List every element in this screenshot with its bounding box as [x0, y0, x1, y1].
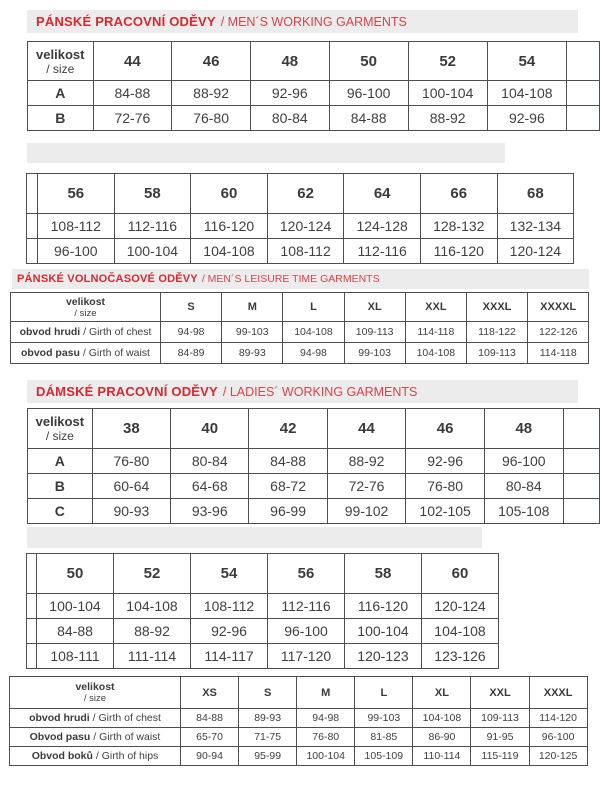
clipped-column-cell	[566, 42, 599, 81]
size-value-cell: 114-118	[528, 343, 589, 364]
row-label-cell	[10, 728, 181, 747]
size-value-cell: 96-100	[329, 81, 408, 106]
title-english: / MEN´S LEISURE TIME GARMENTS	[201, 273, 380, 285]
size-value-cell: 84-88	[329, 106, 408, 131]
size-column-header: 66	[420, 174, 497, 214]
size-value-cell: 120-124	[267, 214, 344, 239]
size-value-cell: 99-103	[344, 343, 405, 364]
size-value-cell: 120-123	[345, 644, 422, 669]
size-value-cell: 94-98	[283, 343, 344, 364]
size-column-header: S	[161, 293, 222, 322]
row-label-czech: obvod pasu	[21, 347, 80, 359]
size-value-cell: 84-88	[37, 619, 114, 644]
size-value-cell: 96-100	[484, 449, 563, 474]
size-value-cell: 123-126	[422, 644, 499, 669]
size-column-header: 56	[268, 554, 345, 594]
size-value-cell: 99-103	[355, 709, 413, 728]
size-value-cell: 112-116	[344, 239, 421, 264]
size-value-cell: 116-120	[191, 214, 268, 239]
row-label-cell: A	[28, 81, 94, 106]
size-value-cell: 111-114	[114, 644, 191, 669]
velikost-label: velikost	[65, 295, 106, 308]
row-label-czech: Obvod boků	[31, 750, 93, 762]
section-title-ladies-working	[27, 380, 578, 403]
size-table	[26, 553, 499, 669]
size-column-header: 54	[191, 554, 268, 594]
table-row	[28, 81, 600, 106]
title-czech: DÁMSKÉ PRACOVNÍ ODĚVY	[36, 384, 218, 399]
size-value-cell: 90-93	[92, 499, 170, 524]
row-label-cell	[11, 343, 161, 364]
size-value-cell: 96-100	[38, 239, 115, 264]
size-label-header-cell	[28, 42, 94, 81]
section-title-mens-leisure	[12, 269, 589, 289]
divider-band	[27, 527, 482, 548]
size-value-cell: 86-90	[413, 728, 471, 747]
size-value-cell: 80-84	[484, 474, 563, 499]
table-row	[28, 499, 600, 524]
size-value-cell: 105-108	[484, 499, 563, 524]
size-value-cell: 120-124	[422, 594, 499, 619]
clipped-column-cell	[563, 449, 599, 474]
clipped-column-cell	[563, 474, 599, 499]
size-label: / size	[83, 693, 107, 704]
clipped-column-cell	[563, 409, 599, 449]
size-value-cell: 89-93	[222, 343, 283, 364]
size-value-cell: 89-93	[239, 709, 297, 728]
size-value-cell: 109-113	[471, 709, 529, 728]
size-value-cell: 81-85	[355, 728, 413, 747]
size-column-header: XS	[181, 677, 239, 709]
size-table	[9, 676, 588, 766]
row-label-english: / Girth of waist	[79, 347, 150, 359]
size-value-cell: 76-80	[406, 474, 485, 499]
size-table	[26, 173, 574, 264]
size-value-cell: 120-124	[497, 239, 574, 264]
size-column-header: 44	[93, 42, 172, 81]
size-column-header: 52	[114, 554, 191, 594]
size-value-cell: 122-126	[528, 322, 589, 343]
size-value-cell: 100-104	[37, 594, 114, 619]
size-value-cell: 104-108	[283, 322, 344, 343]
size-column-header: L	[283, 293, 344, 322]
table-row	[10, 709, 588, 728]
size-table	[27, 408, 600, 524]
size-value-cell: 110-114	[413, 747, 471, 766]
size-value-cell: 95-99	[239, 747, 297, 766]
size-label: / size	[46, 61, 75, 76]
size-value-cell: 108-112	[267, 239, 344, 264]
size-value-cell: 80-84	[250, 106, 329, 131]
size-column-header: 58	[345, 554, 422, 594]
size-value-cell: 109-113	[466, 343, 527, 364]
size-value-cell: 92-96	[406, 449, 485, 474]
size-value-cell: 88-92	[327, 449, 406, 474]
row-label-cell	[10, 747, 181, 766]
row-label-english: / Girth of hips	[92, 750, 159, 762]
table-mens-leisure-sizes	[10, 292, 600, 364]
row-label-english: / Girth of chest	[80, 326, 152, 338]
size-value-cell: 92-96	[487, 106, 566, 131]
size-column-header: M	[222, 293, 283, 322]
table-row	[28, 449, 600, 474]
table-row	[27, 594, 499, 619]
table-row	[28, 106, 600, 131]
size-value-cell: 99-103	[222, 322, 283, 343]
size-column-header: 56	[38, 174, 115, 214]
size-value-cell: 100-104	[345, 619, 422, 644]
table-row	[10, 728, 588, 747]
table-ladies-working-sizes-50-60	[26, 553, 600, 669]
size-value-cell: 96-100	[529, 728, 587, 747]
size-label-header-cell	[27, 174, 38, 214]
title-english: / LADIES´ WORKING GARMENTS	[222, 384, 418, 399]
title-czech: PÁNSKÉ VOLNOČASOVÉ ODĚVY	[17, 273, 198, 285]
size-column-header: XXXL	[529, 677, 587, 709]
size-column-header: 50	[37, 554, 114, 594]
size-value-cell: 96-100	[268, 619, 345, 644]
clipped-column-cell	[566, 106, 599, 131]
table-ladies-working-sizes-38-48	[27, 408, 600, 524]
clipped-column-cell	[566, 81, 599, 106]
size-column-header: 68	[497, 174, 574, 214]
size-value-cell: 117-120	[268, 644, 345, 669]
size-column-header: M	[297, 677, 355, 709]
size-value-cell: 115-119	[471, 747, 529, 766]
size-value-cell: 114-117	[191, 644, 268, 669]
size-column-header: XL	[413, 677, 471, 709]
row-label-czech: obvod hrudi	[29, 712, 90, 724]
size-value-cell: 90-94	[181, 747, 239, 766]
size-value-cell: 65-70	[181, 728, 239, 747]
table-row	[27, 214, 574, 239]
size-table	[10, 292, 589, 364]
table-mens-working-sizes-44-54	[27, 41, 600, 131]
row-label-cell	[10, 709, 181, 728]
clipped-column-cell	[563, 499, 599, 524]
size-value-cell: 88-92	[172, 81, 251, 106]
size-label: / size	[45, 429, 74, 443]
size-value-cell: 60-64	[92, 474, 170, 499]
size-value-cell: 96-99	[249, 499, 327, 524]
size-value-cell: 116-120	[345, 594, 422, 619]
table-ladies-girth-sizes-xs-xxxl	[9, 676, 600, 766]
table-row	[10, 747, 588, 766]
row-label-cell	[11, 322, 161, 343]
size-value-cell: 100-104	[114, 239, 191, 264]
row-label-cell	[27, 644, 37, 669]
size-value-cell: 120-125	[529, 747, 587, 766]
size-value-cell: 104-108	[487, 81, 566, 106]
size-column-header: 52	[408, 42, 487, 81]
size-column-header: 64	[344, 174, 421, 214]
size-label: / size	[74, 307, 97, 319]
size-value-cell: 76-80	[92, 449, 170, 474]
table-mens-working-sizes-56-68	[26, 173, 600, 264]
size-value-cell: 80-84	[171, 449, 249, 474]
title-czech: PÁNSKÉ PRACOVNÍ ODĚVY	[36, 14, 216, 29]
size-value-cell: 76-80	[297, 728, 355, 747]
size-value-cell: 104-108	[405, 343, 466, 364]
row-label-cell: A	[28, 449, 93, 474]
size-value-cell: 109-113	[344, 322, 405, 343]
size-column-header: XXXXL	[528, 293, 589, 322]
table-row	[27, 619, 499, 644]
divider-band	[27, 143, 505, 163]
size-column-header: 58	[114, 174, 191, 214]
size-value-cell: 108-112	[191, 594, 268, 619]
size-value-cell: 100-104	[408, 81, 487, 106]
size-label-header-cell	[10, 677, 181, 709]
size-value-cell: 118-122	[466, 322, 527, 343]
size-value-cell: 112-116	[268, 594, 345, 619]
size-label-header-cell	[11, 293, 161, 322]
row-label-cell: B	[28, 106, 94, 131]
size-value-cell: 116-120	[420, 239, 497, 264]
size-column-header: S	[239, 677, 297, 709]
size-value-cell: 71-75	[239, 728, 297, 747]
size-column-header: XL	[344, 293, 405, 322]
size-label-header-cell	[28, 409, 93, 449]
table-row	[28, 474, 600, 499]
size-value-cell: 91-95	[471, 728, 529, 747]
section-title-mens-working	[27, 10, 578, 33]
size-value-cell: 104-108	[413, 709, 471, 728]
size-column-header: 46	[406, 409, 485, 449]
size-value-cell: 72-76	[93, 106, 172, 131]
size-value-cell: 100-104	[297, 747, 355, 766]
velikost-label: velikost	[75, 681, 115, 693]
size-value-cell: 64-68	[171, 474, 249, 499]
row-label-cell	[27, 239, 38, 264]
size-value-cell: 92-96	[191, 619, 268, 644]
size-table	[27, 41, 600, 131]
size-value-cell: 108-111	[37, 644, 114, 669]
size-value-cell: 93-96	[171, 499, 249, 524]
size-value-cell: 84-88	[181, 709, 239, 728]
velikost-label: velikost	[36, 46, 85, 62]
table-row	[11, 343, 589, 364]
size-column-header: 44	[327, 409, 406, 449]
size-column-header: XXXL	[466, 293, 527, 322]
size-column-header: 62	[267, 174, 344, 214]
size-column-header: 40	[171, 409, 249, 449]
size-value-cell: 128-132	[420, 214, 497, 239]
row-label-cell	[27, 594, 37, 619]
size-value-cell: 104-108	[114, 594, 191, 619]
row-label-czech: Obvod pasu	[29, 731, 91, 743]
table-row	[11, 322, 589, 343]
size-column-header: 54	[487, 42, 566, 81]
size-column-header: 50	[329, 42, 408, 81]
size-value-cell: 88-92	[408, 106, 487, 131]
size-column-header: 48	[250, 42, 329, 81]
table-row	[27, 644, 499, 669]
size-value-cell: 92-96	[250, 81, 329, 106]
table-row	[27, 239, 574, 264]
size-value-cell: 68-72	[249, 474, 327, 499]
size-value-cell: 84-88	[249, 449, 327, 474]
size-value-cell: 108-112	[38, 214, 115, 239]
size-value-cell: 112-116	[114, 214, 191, 239]
size-column-header: 60	[191, 174, 268, 214]
size-value-cell: 132-134	[497, 214, 574, 239]
size-column-header: 38	[92, 409, 170, 449]
size-value-cell: 102-105	[406, 499, 485, 524]
row-label-cell	[27, 214, 38, 239]
size-value-cell: 114-118	[405, 322, 466, 343]
size-value-cell: 72-76	[327, 474, 406, 499]
size-column-header: 42	[249, 409, 327, 449]
title-english: / MEN´S WORKING GARMENTS	[220, 14, 407, 29]
size-value-cell: 88-92	[114, 619, 191, 644]
size-value-cell: 76-80	[172, 106, 251, 131]
size-value-cell: 84-88	[93, 81, 172, 106]
size-column-header: 46	[172, 42, 251, 81]
velikost-label: velikost	[35, 414, 85, 429]
size-value-cell: 99-102	[327, 499, 406, 524]
row-label-czech: obvod hrudi	[19, 326, 81, 338]
size-value-cell: 105-109	[355, 747, 413, 766]
size-value-cell: 124-128	[344, 214, 421, 239]
row-label-english: / Girth of chest	[89, 712, 161, 724]
row-label-cell	[27, 619, 37, 644]
size-value-cell: 114-120	[529, 709, 587, 728]
size-value-cell: 104-108	[191, 239, 268, 264]
size-column-header: XXL	[471, 677, 529, 709]
size-column-header: 48	[484, 409, 563, 449]
size-label-header-cell	[27, 554, 37, 594]
size-column-header: L	[355, 677, 413, 709]
size-value-cell: 84-89	[161, 343, 222, 364]
size-value-cell: 104-108	[422, 619, 499, 644]
row-label-cell: C	[28, 499, 93, 524]
size-column-header: 60	[422, 554, 499, 594]
row-label-cell: B	[28, 474, 93, 499]
size-value-cell: 94-98	[161, 322, 222, 343]
row-label-english: / Girth of waist	[90, 731, 161, 743]
size-value-cell: 94-98	[297, 709, 355, 728]
size-column-header: XXL	[405, 293, 466, 322]
